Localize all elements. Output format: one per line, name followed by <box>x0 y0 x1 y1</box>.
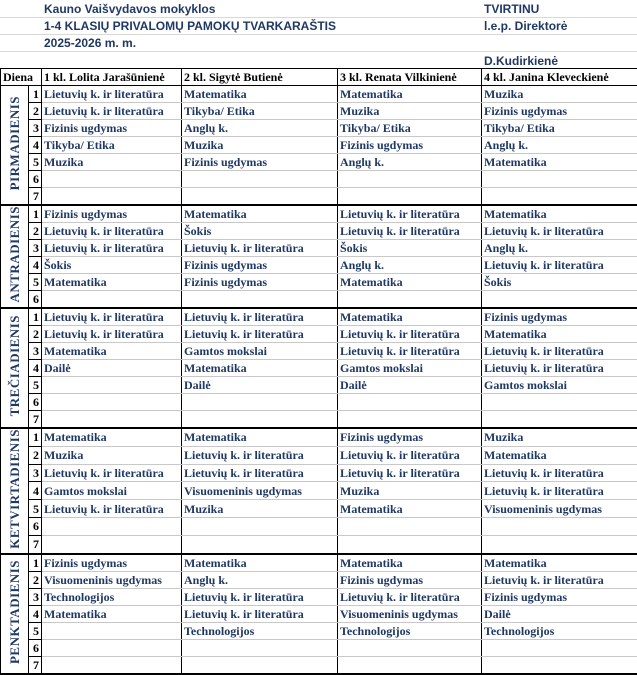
lesson-cell-class3: Fizinis ugdymas <box>338 428 482 446</box>
table-row <box>1 137 637 154</box>
lesson-number: 7 <box>29 656 42 674</box>
lesson-cell-class2 <box>182 171 338 188</box>
lesson-cell-class3: Technologijos <box>338 622 482 639</box>
school-name: Kauno Vaišvydavos mokyklos <box>44 2 215 16</box>
lesson-cell-class3: Matematika <box>338 554 482 572</box>
lesson-cell-class4 <box>482 518 637 536</box>
lesson-cell-class3 <box>338 291 482 309</box>
lesson-cell-class2 <box>182 394 338 411</box>
lesson-number: 7 <box>29 188 42 206</box>
lesson-cell-class3: Lietuvių k. ir literatūra <box>338 588 482 605</box>
lesson-cell-class4: Matematika <box>482 154 637 171</box>
lesson-cell-class1 <box>42 639 182 656</box>
lesson-cell-class4 <box>482 171 637 188</box>
lesson-number: 2 <box>29 223 42 240</box>
table-row <box>1 326 637 343</box>
lesson-cell-class3: Gamtos mokslai <box>338 360 482 377</box>
lesson-number: 1 <box>29 86 42 103</box>
lesson-cell-class2: Fizinis ugdymas <box>182 257 338 274</box>
lesson-cell-class4: Gamtos mokslai <box>482 377 637 394</box>
lesson-number: 6 <box>29 518 42 536</box>
lesson-cell-class1 <box>42 656 182 674</box>
lesson-cell-class1: Matematika <box>42 343 182 360</box>
table-row <box>1 291 637 309</box>
lesson-cell-class4 <box>482 291 637 309</box>
lesson-cell-class4: Lietuvių k. ir literatūra <box>482 482 637 500</box>
lesson-cell-class4: Muzika <box>482 428 637 446</box>
lesson-cell-class3: Matematika <box>338 86 482 103</box>
lesson-number: 7 <box>29 411 42 429</box>
lesson-number: 1 <box>29 308 42 326</box>
lesson-number: 3 <box>29 588 42 605</box>
lesson-cell-class3: Visuomeninis ugdymas <box>338 605 482 622</box>
lesson-number: 6 <box>29 171 42 188</box>
lesson-cell-class3: Matematika <box>338 274 482 291</box>
lesson-cell-class1: Fizinis ugdymas <box>42 120 182 137</box>
lesson-cell-class3 <box>338 394 482 411</box>
lesson-cell-class4 <box>482 411 637 429</box>
lesson-cell-class2 <box>182 656 338 674</box>
lesson-cell-class4: Lietuvių k. ir literatūra <box>482 571 637 588</box>
lesson-number: 2 <box>29 103 42 120</box>
lesson-cell-class3: Dailė <box>338 377 482 394</box>
lesson-cell-class1: Technologijos <box>42 588 182 605</box>
lesson-cell-class3 <box>338 171 482 188</box>
lesson-cell-class4: Lietuvių k. ir literatūra <box>482 257 637 274</box>
lesson-number: 5 <box>29 274 42 291</box>
table-row <box>1 639 637 656</box>
day-name: KETVIRTADIENIS <box>8 429 22 549</box>
lesson-cell-class2: Lietuvių k. ir literatūra <box>182 308 338 326</box>
lesson-cell-class3: Muzika <box>338 103 482 120</box>
lesson-cell-class3: Muzika <box>338 482 482 500</box>
table-row <box>1 518 637 536</box>
lesson-cell-class3 <box>338 518 482 536</box>
lesson-cell-class1: Šokis <box>42 257 182 274</box>
sheet-gridline <box>0 17 637 18</box>
lesson-cell-class3: Lietuvių k. ir literatūra <box>338 464 482 482</box>
table-row <box>1 103 637 120</box>
lesson-cell-class4: Muzika <box>482 86 637 103</box>
table-row <box>1 188 637 206</box>
table-row <box>1 360 637 377</box>
lesson-cell-class2: Matematika <box>182 554 338 572</box>
lesson-cell-class1 <box>42 394 182 411</box>
table-row <box>1 240 637 257</box>
lesson-cell-class4: Visuomeninis ugdymas <box>482 500 637 518</box>
lesson-cell-class2: Lietuvių k. ir literatūra <box>182 464 338 482</box>
sheet-gridline <box>0 34 637 35</box>
lesson-cell-class4 <box>482 188 637 206</box>
lesson-cell-class3 <box>338 188 482 206</box>
lesson-cell-class1: Gamtos mokslai <box>42 482 182 500</box>
day-name: TREČIADIENIS <box>8 315 22 416</box>
lesson-cell-class2: Matematika <box>182 428 338 446</box>
lesson-cell-class1: Lietuvių k. ir literatūra <box>42 308 182 326</box>
lesson-cell-class4: Matematika <box>482 326 637 343</box>
lesson-cell-class4: Lietuvių k. ir literatūra <box>482 223 637 240</box>
lesson-number: 4 <box>29 605 42 622</box>
lesson-number: 3 <box>29 464 42 482</box>
director-signature-name: D.Kudirkienė <box>484 54 558 68</box>
lesson-cell-class1 <box>42 171 182 188</box>
lesson-cell-class1: Tikyba/ Etika <box>42 137 182 154</box>
lesson-cell-class3 <box>338 535 482 553</box>
lesson-cell-class2: Anglų k. <box>182 571 338 588</box>
lesson-cell-class1 <box>42 377 182 394</box>
day-name-cell <box>1 428 29 554</box>
class2-column-header: 2 kl. Sigytė Butienė <box>182 69 338 86</box>
lesson-cell-class2: Matematika <box>182 86 338 103</box>
table-row <box>1 428 637 446</box>
lesson-cell-class1: Lietuvių k. ir literatūra <box>42 103 182 120</box>
lesson-cell-class4: Anglų k. <box>482 137 637 154</box>
lesson-cell-class4: Lietuvių k. ir literatūra <box>482 343 637 360</box>
lesson-number: 3 <box>29 343 42 360</box>
lesson-cell-class1: Lietuvių k. ir literatūra <box>42 86 182 103</box>
lesson-cell-class1: Lietuvių k. ir literatūra <box>42 240 182 257</box>
table-row <box>1 86 637 103</box>
timetable-table <box>0 68 637 675</box>
lesson-number: 4 <box>29 482 42 500</box>
lesson-cell-class2: Lietuvių k. ir literatūra <box>182 240 338 257</box>
lesson-cell-class4: Anglų k. <box>482 240 637 257</box>
lesson-cell-class3: Matematika <box>338 500 482 518</box>
table-row <box>1 588 637 605</box>
lesson-cell-class2 <box>182 639 338 656</box>
day-name-cell <box>1 308 29 428</box>
lesson-number: 6 <box>29 291 42 309</box>
lesson-number: 1 <box>29 205 42 223</box>
lesson-number: 6 <box>29 639 42 656</box>
lesson-cell-class2: Gamtos mokslai <box>182 343 338 360</box>
lesson-cell-class1: Fizinis ugdymas <box>42 554 182 572</box>
lesson-number: 6 <box>29 394 42 411</box>
table-row <box>1 274 637 291</box>
lesson-cell-class4: Tikyba/ Etika <box>482 120 637 137</box>
lesson-cell-class4: Dailė <box>482 605 637 622</box>
lesson-cell-class3: Lietuvių k. ir literatūra <box>338 205 482 223</box>
lesson-cell-class1: Matematika <box>42 605 182 622</box>
table-row <box>1 500 637 518</box>
lesson-cell-class2 <box>182 411 338 429</box>
lesson-cell-class4: Fizinis ugdymas <box>482 103 637 120</box>
lesson-cell-class4: Matematika <box>482 554 637 572</box>
lesson-cell-class2: Dailė <box>182 377 338 394</box>
lesson-number: 4 <box>29 360 42 377</box>
lesson-number: 3 <box>29 240 42 257</box>
lesson-number: 3 <box>29 120 42 137</box>
lesson-cell-class2: Fizinis ugdymas <box>182 154 338 171</box>
lesson-number: 5 <box>29 500 42 518</box>
lesson-cell-class2: Anglų k. <box>182 120 338 137</box>
lesson-cell-class2 <box>182 291 338 309</box>
lesson-number: 4 <box>29 137 42 154</box>
table-row <box>1 482 637 500</box>
lesson-cell-class3: Matematika <box>338 308 482 326</box>
lesson-cell-class1 <box>42 411 182 429</box>
lesson-cell-class2 <box>182 518 338 536</box>
lesson-cell-class1 <box>42 291 182 309</box>
lesson-cell-class1: Lietuvių k. ir literatūra <box>42 500 182 518</box>
table-row <box>1 257 637 274</box>
day-column-header: Diena <box>1 69 42 86</box>
lesson-cell-class1: Lietuvių k. ir literatūra <box>42 464 182 482</box>
table-row <box>1 171 637 188</box>
director-position: l.e.p. Direktorė <box>484 19 567 33</box>
lesson-cell-class3: Anglų k. <box>338 154 482 171</box>
table-row <box>1 622 637 639</box>
lesson-cell-class4: Matematika <box>482 446 637 464</box>
lesson-cell-class2: Muzika <box>182 137 338 154</box>
lesson-cell-class2: Technologijos <box>182 622 338 639</box>
table-row <box>1 656 637 674</box>
table-header-row <box>1 69 637 86</box>
lesson-cell-class3: Šokis <box>338 240 482 257</box>
lesson-cell-class1: Muzika <box>42 446 182 464</box>
lesson-cell-class4 <box>482 535 637 553</box>
lesson-cell-class4 <box>482 639 637 656</box>
lesson-cell-class2 <box>182 188 338 206</box>
lesson-cell-class4: Technologijos <box>482 622 637 639</box>
table-row <box>1 554 637 572</box>
lesson-cell-class3 <box>338 411 482 429</box>
lesson-cell-class2: Tikyba/ Etika <box>182 103 338 120</box>
approval-label: TVIRTINU <box>484 2 539 16</box>
table-row <box>1 223 637 240</box>
class4-column-header: 4 kl. Janina Kleveckienė <box>482 69 637 86</box>
day-name-cell <box>1 205 29 308</box>
lesson-cell-class3: Lietuvių k. ir literatūra <box>338 326 482 343</box>
lesson-cell-class3: Anglų k. <box>338 257 482 274</box>
lesson-cell-class2: Lietuvių k. ir literatūra <box>182 446 338 464</box>
lesson-cell-class1 <box>42 188 182 206</box>
lesson-number: 5 <box>29 377 42 394</box>
table-row <box>1 377 637 394</box>
lesson-cell-class2: Matematika <box>182 360 338 377</box>
table-row <box>1 205 637 223</box>
school-year: 2025-2026 m. m. <box>44 36 136 50</box>
table-row <box>1 154 637 171</box>
lesson-cell-class1: Fizinis ugdymas <box>42 205 182 223</box>
lesson-number: 2 <box>29 326 42 343</box>
lesson-cell-class3 <box>338 656 482 674</box>
day-name-cell <box>1 86 29 206</box>
lesson-number: 4 <box>29 257 42 274</box>
class3-column-header: 3 kl. Renata Vilkinienė <box>338 69 482 86</box>
lesson-cell-class3: Lietuvių k. ir literatūra <box>338 343 482 360</box>
lesson-cell-class3: Lietuvių k. ir literatūra <box>338 446 482 464</box>
lesson-number: 2 <box>29 571 42 588</box>
lesson-number: 1 <box>29 428 42 446</box>
class1-column-header: 1 kl. Lolita Jarašūnienė <box>42 69 182 86</box>
lesson-cell-class1: Matematika <box>42 428 182 446</box>
lesson-number: 5 <box>29 622 42 639</box>
lesson-cell-class4: Fizinis ugdymas <box>482 588 637 605</box>
table-row <box>1 120 637 137</box>
table-row <box>1 605 637 622</box>
table-row <box>1 411 637 429</box>
lesson-cell-class1: Muzika <box>42 154 182 171</box>
lesson-cell-class2: Matematika <box>182 205 338 223</box>
table-row <box>1 394 637 411</box>
table-row <box>1 308 637 326</box>
lesson-cell-class1 <box>42 622 182 639</box>
table-row <box>1 571 637 588</box>
lesson-cell-class3: Tikyba/ Etika <box>338 120 482 137</box>
lesson-cell-class3: Fizinis ugdymas <box>338 137 482 154</box>
timetable-body <box>1 86 637 674</box>
lesson-number: 5 <box>29 154 42 171</box>
table-row <box>1 535 637 553</box>
lesson-cell-class4 <box>482 656 637 674</box>
sheet-gridline <box>0 51 637 52</box>
lesson-number: 1 <box>29 554 42 572</box>
lesson-cell-class2 <box>182 535 338 553</box>
lesson-cell-class3: Fizinis ugdymas <box>338 571 482 588</box>
lesson-cell-class2: Lietuvių k. ir literatūra <box>182 605 338 622</box>
lesson-cell-class2: Šokis <box>182 223 338 240</box>
table-row <box>1 464 637 482</box>
lesson-number: 7 <box>29 535 42 553</box>
lesson-cell-class2: Fizinis ugdymas <box>182 274 338 291</box>
lesson-cell-class1: Dailė <box>42 360 182 377</box>
day-name-cell <box>1 554 29 674</box>
lesson-cell-class1: Lietuvių k. ir literatūra <box>42 223 182 240</box>
lesson-cell-class4: Lietuvių k. ir literatūra <box>482 360 637 377</box>
lesson-cell-class3: Lietuvių k. ir literatūra <box>338 223 482 240</box>
day-name: PIRMADIENIS <box>8 96 22 190</box>
lesson-cell-class1: Matematika <box>42 274 182 291</box>
lesson-cell-class4: Lietuvių k. ir literatūra <box>482 464 637 482</box>
lesson-cell-class4 <box>482 394 637 411</box>
document-title: 1-4 KLASIŲ PRIVALOMŲ PAMOKŲ TVARKARAŠTIS <box>44 19 336 33</box>
lesson-cell-class2: Visuomeninis ugdymas <box>182 482 338 500</box>
lesson-cell-class4: Matematika <box>482 205 637 223</box>
lesson-cell-class2: Lietuvių k. ir literatūra <box>182 588 338 605</box>
lesson-cell-class3 <box>338 639 482 656</box>
lesson-number: 2 <box>29 446 42 464</box>
lesson-cell-class4: Fizinis ugdymas <box>482 308 637 326</box>
day-name: PENKTADIENIS <box>8 560 22 664</box>
lesson-cell-class2: Muzika <box>182 500 338 518</box>
table-row <box>1 343 637 360</box>
day-name: ANTRADIENIS <box>8 206 22 303</box>
lesson-cell-class1: Visuomeninis ugdymas <box>42 571 182 588</box>
lesson-cell-class1: Lietuvių k. ir literatūra <box>42 326 182 343</box>
lesson-cell-class2: Lietuvių k. ir literatūra <box>182 326 338 343</box>
lesson-cell-class1 <box>42 518 182 536</box>
lesson-cell-class4: Šokis <box>482 274 637 291</box>
table-row <box>1 446 637 464</box>
lesson-cell-class1 <box>42 535 182 553</box>
